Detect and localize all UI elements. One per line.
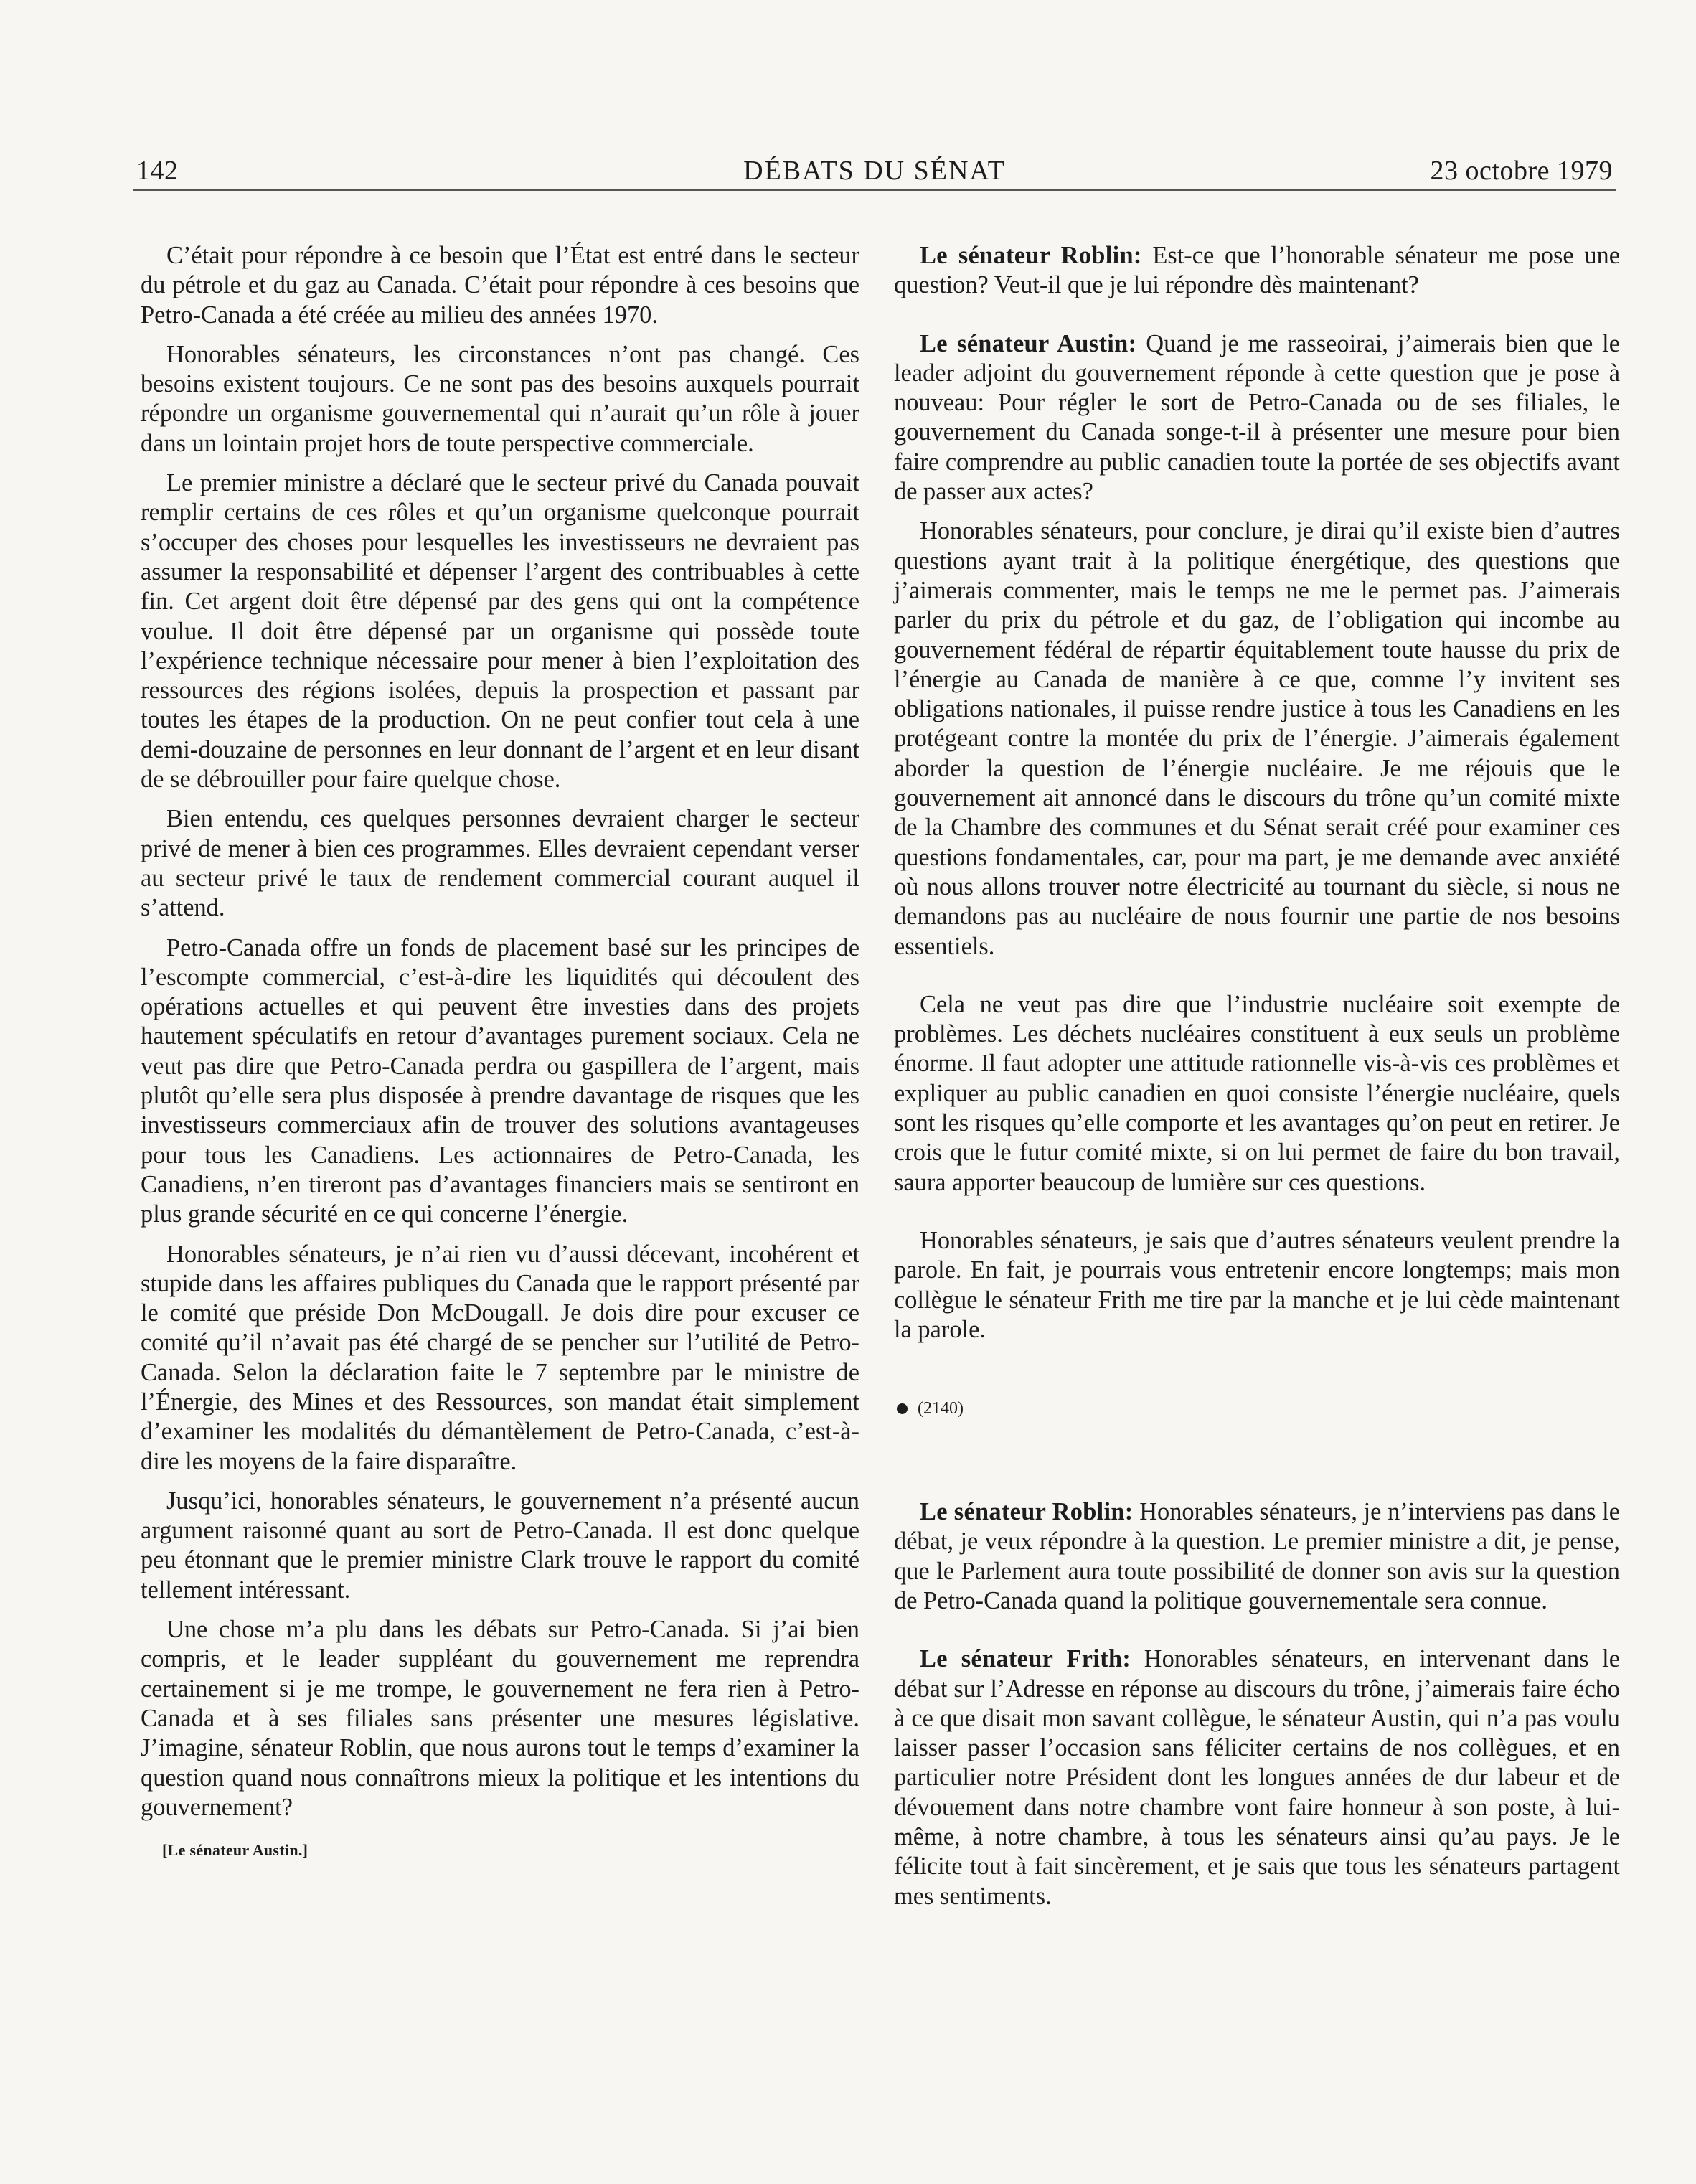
page-number: 142 [136,156,179,186]
page-date: 23 octobre 1979 [1430,156,1613,186]
speech-paragraph [894,1497,1620,1616]
paragraph: Honorables sénateurs, les circonstances n’ont pas changé. Ces besoins existent toujours. Ce ne sont pas des besoins auxquels pourrait répondre un organisme gouvernemental qui n’aurait qu’un rôle à jouer dans un lointain projet hors de toute perspective commerciale. [141,340,859,457]
speech-paragraph [894,1644,1620,1911]
time-marker-text: (2140) [918,1399,964,1418]
speech-paragraph [894,241,1620,301]
paragraph: Cela ne veut pas dire que l’industrie nucléaire soit exempte de problèmes. Les déchets nucléaires constituent à eux seuls un problème énorme. Il faut adopter une attitude rationnelle vis-à-vis ces problèmes et expliquer au public canadien en quoi consiste l’énergie nucléaire, quels sont les risques qu’elle comporte et les avantages qu’on peut en retirer. Je crois que le futur comité mixte, si on lui permet de faire du bon travail, saura apporter beaucoup de lumière sur ces questions. [894,990,1620,1196]
speech-text: Honorables sénateurs, en intervenant dans le débat sur l’Adresse en réponse au discours du trône, j’aimerais faire écho à ce que disait mon savant collègue, le sénateur Austin, qui n’a pas voulu laisser passer l’occasion sans féliciter certains de nos collègues, et en particulier notre Président dont les longues années de dur labeur et de dévouement dans notre chambre vont faire honneur à son poste, à lui-même, à notre chambre, à tous les sénateurs ainsi qu’au pays. Je le félicite tout à fait sincèrement, et je sais que tous les sénateurs partagent mes sentiments. [894,1645,1620,1910]
left-column [141,241,859,1860]
paragraph: Honorables sénateurs, je sais que d’autres sénateurs veulent prendre la parole. En fait, je pourrais vous entretenir encore longtemps; mais mon collègue le sénateur Frith me tire par la manche et je lui cède maintenant la parole. [894,1226,1620,1343]
time-marker [897,1399,1620,1418]
running-title: DÉBATS DU SÉNAT [743,156,1006,186]
paragraph: Une chose m’a plu dans les débats sur Petro-Canada. Si j’ai bien compris, et le leader suppléant du gouvernement me reprendra certainement si je me trompe, le gouvernement ne fera rien à Petro-Canada et à ses filiales sans présenter une mesures législative. J’imagine, sénateur Roblin, que nous aurons tout le temps d’examiner la question quand nous connaîtrons mieux la politique et les intentions du gouvernement? [141,1616,859,1821]
speech-text: Honorables sénateurs, je n’interviens pas dans le débat, je veux répondre à la question. Le premier ministre a dit, je pense, que le Parlement aura toute possibilité de donner son avis sur la question de Petro-Canada quand la politique gouvernementale sera connue. [894,1498,1621,1614]
bullet-icon [897,1403,908,1414]
right-column [894,241,1620,1911]
paragraph: Bien entendu, ces quelques personnes devraient charger le secteur privé de mener à bien ces programmes. Elles devraient cependant verser au secteur privé le taux de rendement commercial courant auquel il s’attend. [141,805,859,922]
paragraph: C’était pour répondre à ce besoin que l’État est entré dans le secteur du pétrole et du gaz au Canada. C’était pour répondre à ces besoins que Petro-Canada a été créée au milieu des années 1970. [141,242,859,329]
paragraph: Petro-Canada offre un fonds de placement basé sur les principes de l’escompte commercial, c’est-à-dire les liquidités qui découlent des opérations actuelles et qui peuvent être investies dans des projets hautement spéculatifs en retour d’avantages purement sociaux. Cela ne veut pas dire que Petro-Canada perdra ou gaspillera de l’argent, mais plutôt qu’elle sera plus disposée à prendre davantage de risques que les investisseurs commerciaux afin de trouver des solutions avantageuses pour tous les Canadiens. Les actionnaires de Petro-Canada, les Canadiens, n’en tireront pas d’avantages financiers mais se sentiront en plus grande sécurité en ce qui concerne l’énergie. [141,933,859,1228]
speaker-footnote: [Le sénateur Austin.] [162,1841,308,1860]
speaker-name: Le sénateur Roblin: [920,1498,1134,1526]
page-header [133,154,1616,191]
speaker-name: Le sénateur Roblin: [920,242,1142,269]
speech-paragraph [894,329,1620,507]
speech-text: Quand je me rasseoirai, j’aimerais bien que le leader adjoint du gouvernement réponde à cette question que je pose à nouveau: Pour régler le sort de Petro-Canada ou de ses filiales, le gouvernement du Canada songe-t-il à présenter une mesure pour bien faire comprendre au public canadien toute la portée de ses objectifs avant de passer aux actes? [894,329,1620,506]
paragraph: Jusqu’ici, honorables sénateurs, le gouvernement n’a présenté aucun argument raisonné quant au sort de Petro-Canada. Il est donc quelque peu étonnant que le premier ministre Clark trouve le rapport du comité tellement intéressant. [141,1487,859,1604]
speech-text: Est-ce que l’honorable sénateur me pose une question? Veut-il que je lui répondre dès maintenant? [894,242,1620,299]
paragraph: Honorables sénateurs, je n’ai rien vu d’aussi décevant, incohérent et stupide dans les affaires publiques du Canada que le rapport présenté par le comité que préside Don McDougall. Je dois dire pour excuser ce comité qu’il n’avait pas été chargé de se pencher sur l’utilité de Petro-Canada. Selon la déclaration faite le 7 septembre par le ministre de l’Énergie, des Mines et des Ressources, son mandat était simplement d’examiner les modalités du démantèlement de Petro-Canada, c’est-à-dire les moyens de la faire disparaître. [141,1240,859,1475]
speaker-name: Le sénateur Frith: [920,1645,1131,1673]
paragraph: Honorables sénateurs, pour conclure, je dirai qu’il existe bien d’autres questions ayant trait à la politique énergétique, des questions que j’aimerais commenter, mais le temps ne me le permet pas. J’aimerais parler du prix du pétrole et du gaz, de l’obligation qui incombe au gouvernement fédéral de répartir équitablement toute hausse du prix de l’énergie au Canada de manière à ce que, comme l’y invitent ses obligations nationales, il puisse rendre justice à tous les Canadiens en les protégeant contre la montée du prix de l’énergie. J’aimerais également aborder la question de l’énergie nucléaire. Je me réjouis que le gouvernement ait annoncé dans le discours du trône qu’un comité mixte de la Chambre des communes et du Sénat serait créé pour examiner ces questions fondamentales, car, pour ma part, je me demande avec anxiété où nous allons trouver notre électricité au tournant du siècle, si nous ne demandons pas au nucléaire de nous fournir une partie de nos besoins essentiels. [894,517,1620,960]
speaker-name: Le sénateur Austin: [920,329,1137,357]
paragraph: Le premier ministre a déclaré que le secteur privé du Canada pouvait remplir certains de ces rôles et qu’un organisme quelconque pourrait s’occuper des choses pour lesquelles les investisseurs ne devraient pas assumer la responsabilité et dépenser l’argent des contribuables à cette fin. Cet argent doit être dépensé par des gens qui ont la compétence voulue. Il doit être dépensé par un organisme qui possède toute l’expérience technique nécessaire pour mener à bien l’exploitation des ressources des régions isolées, depuis la prospection et passant par toutes les étapes de la production. On ne peut confier tout cela à une demi-douzaine de personnes en leur donnant de l’argent et en leur disant de se débrouiller pour faire quelque chose. [141,469,859,794]
